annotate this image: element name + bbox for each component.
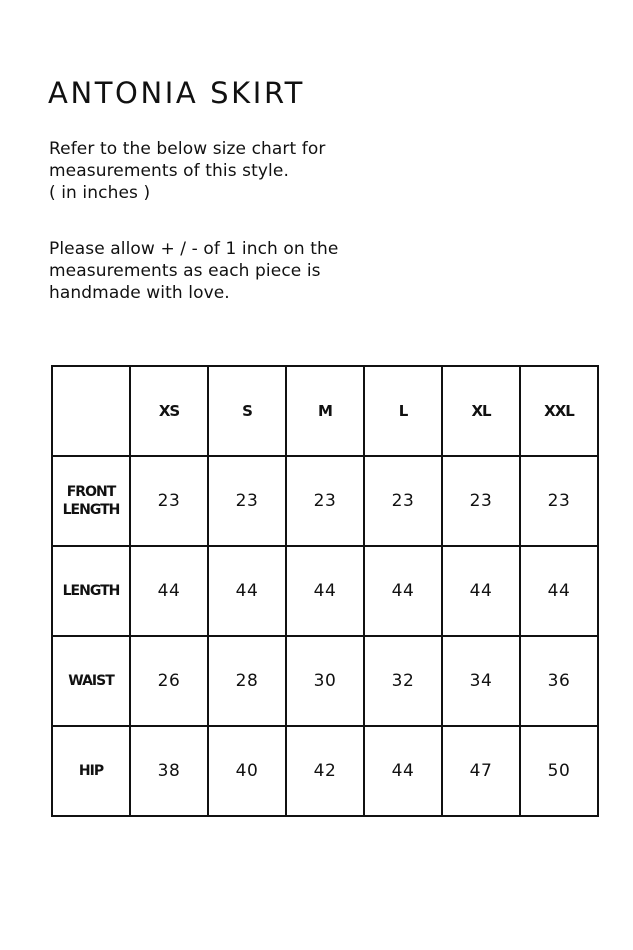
- row-label-front-length: [52, 456, 130, 546]
- table-cell: 23: [286, 456, 364, 546]
- size-header-l: L: [364, 366, 442, 456]
- table-cell: 44: [208, 546, 286, 636]
- table-cell: 23: [130, 456, 208, 546]
- table-cell: 30: [286, 636, 364, 726]
- measurement-row-hip: [52, 726, 598, 816]
- size-header-xs: XS: [130, 366, 208, 456]
- row-label-hip: [52, 726, 130, 816]
- row-label-line: LENGTH: [62, 583, 120, 599]
- row-label-line: FRONT: [66, 484, 116, 500]
- table-cell: 23: [442, 456, 520, 546]
- note-line: Please allow + / - of 1 inch on the: [49, 239, 339, 259]
- note-line: measurements as each piece is: [49, 261, 321, 281]
- table-cell: 38: [130, 726, 208, 816]
- size-header-row: [52, 366, 598, 456]
- size-header-s: S: [208, 366, 286, 456]
- row-label-waist: [52, 636, 130, 726]
- table-cell: 23: [364, 456, 442, 546]
- size-chart-table: [51, 365, 599, 817]
- page-title: ANTONIA SKIRT: [48, 76, 305, 111]
- intro-line: measurements of this style.: [49, 161, 289, 181]
- row-label-length: [52, 546, 130, 636]
- tolerance-note: [49, 238, 338, 304]
- table-cell: 44: [442, 546, 520, 636]
- row-label-line: LENGTH: [62, 502, 120, 518]
- measurement-row-length: [52, 546, 598, 636]
- table-cell: 26: [130, 636, 208, 726]
- table-cell: 28: [208, 636, 286, 726]
- table-cell: 23: [208, 456, 286, 546]
- measurement-row-front-length: [52, 456, 598, 546]
- table-cell: 47: [442, 726, 520, 816]
- table-cell: 50: [520, 726, 598, 816]
- measurement-row-waist: [52, 636, 598, 726]
- table-cell: 32: [364, 636, 442, 726]
- size-header-m: M: [286, 366, 364, 456]
- size-header-xl: XL: [442, 366, 520, 456]
- corner-cell: [52, 366, 130, 456]
- table-cell: 34: [442, 636, 520, 726]
- table-cell: 40: [208, 726, 286, 816]
- table-cell: 44: [520, 546, 598, 636]
- intro-line: ( in inches ): [49, 183, 151, 203]
- table-cell: 44: [286, 546, 364, 636]
- table-cell: 44: [130, 546, 208, 636]
- table-cell: 23: [520, 456, 598, 546]
- row-label-line: HIP: [78, 763, 104, 779]
- table-cell: 44: [364, 726, 442, 816]
- intro-line: Refer to the below size chart for: [49, 139, 326, 159]
- table-cell: 44: [364, 546, 442, 636]
- note-line: handmade with love.: [49, 283, 230, 303]
- row-label-line: WAIST: [68, 673, 114, 689]
- intro-text: [49, 138, 325, 204]
- table-cell: 42: [286, 726, 364, 816]
- table-cell: 36: [520, 636, 598, 726]
- size-header-xxl: XXL: [520, 366, 598, 456]
